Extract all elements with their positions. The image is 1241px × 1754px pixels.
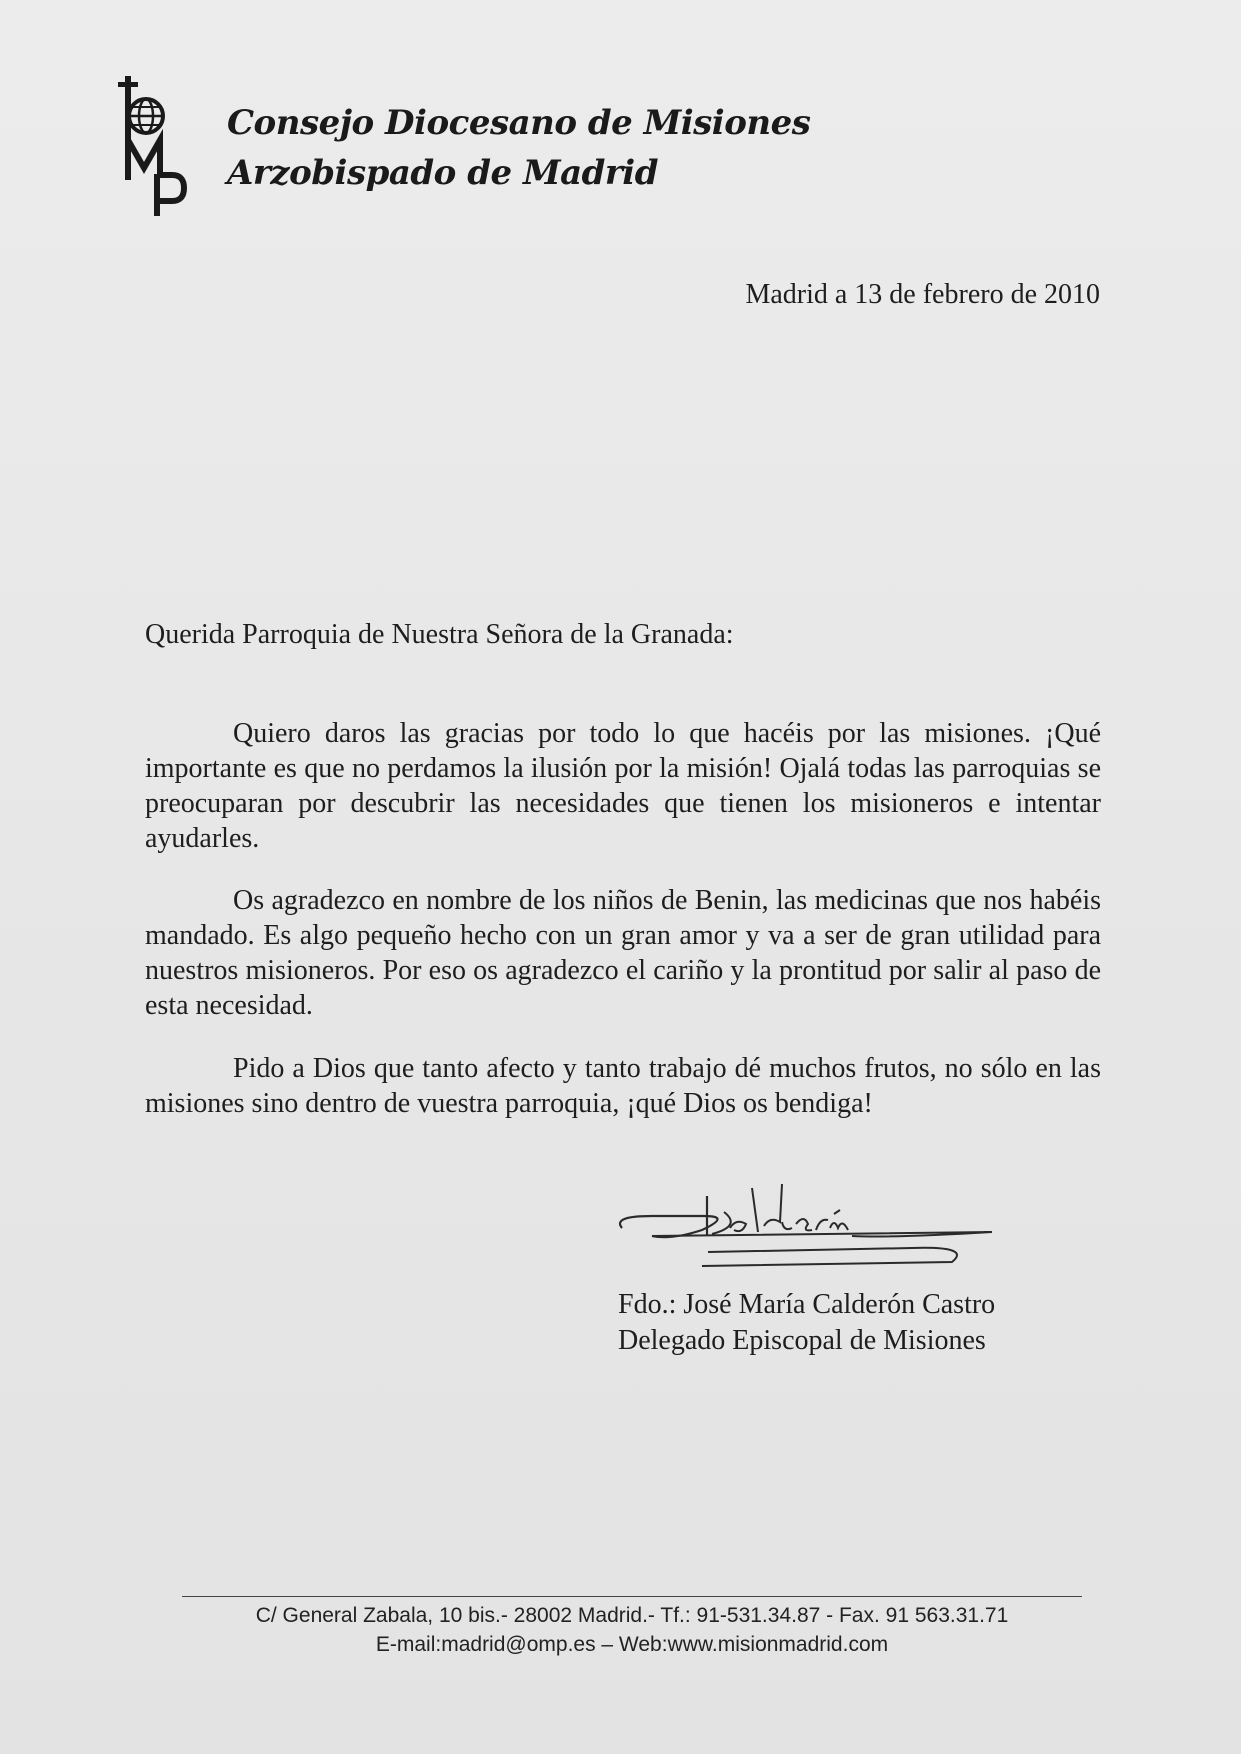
signer-position: Delegado Episcopal de Misiones <box>618 1325 986 1356</box>
letterhead-text <box>227 98 810 198</box>
signer-block <box>618 1287 995 1359</box>
archdiocese-name: Arzobispado de Madrid <box>227 153 658 193</box>
handwritten-signature <box>612 1178 1002 1278</box>
footer-divider <box>182 1596 1082 1597</box>
footer <box>182 1601 1082 1659</box>
letter-date: Madrid a 13 de febrero de 2010 <box>745 279 1100 310</box>
body-paragraph: Quiero daros las gracias por todo lo que hacéis por las misiones. ¡Qué importante es que no perdamos la ilusión por la misión! Ojalá todas las parroquias se preocuparan por descubrir las necesidades que tienen los misioneros e intentar ayudarles. <box>145 718 1101 854</box>
signer-name: Fdo.: José María Calderón Castro <box>618 1289 996 1320</box>
org-name: Consejo Diocesano de Misiones <box>227 103 811 143</box>
salutation: Querida Parroquia de Nuestra Señora de la Granada: <box>145 619 734 650</box>
body-paragraph: Pido a Dios que tanto afecto y tanto trabajo dé muchos frutos, no sólo en las misiones sino dentro de vuestra parroquia, ¡qué Dios os bendiga! <box>145 1053 1101 1119</box>
omp-logo-icon <box>118 76 204 216</box>
body-paragraph: Os agradezco en nombre de los niños de Benin, las medicinas que nos habéis mandado. Es algo pequeño hecho con un gran amor y va a ser de gran utilidad para nuestros misioneros. Por eso os agradezco el cariño y la prontitud por salir al paso de esta necesidad. <box>145 885 1101 1021</box>
footer-address: C/ General Zabala, 10 bis.- 28002 Madrid.- Tf.: 91-531.34.87 - Fax. 91 563.31.71 <box>255 1604 1009 1627</box>
footer-contact: E-mail:madrid@omp.es – Web:www.misionmadrid.com <box>375 1633 889 1656</box>
